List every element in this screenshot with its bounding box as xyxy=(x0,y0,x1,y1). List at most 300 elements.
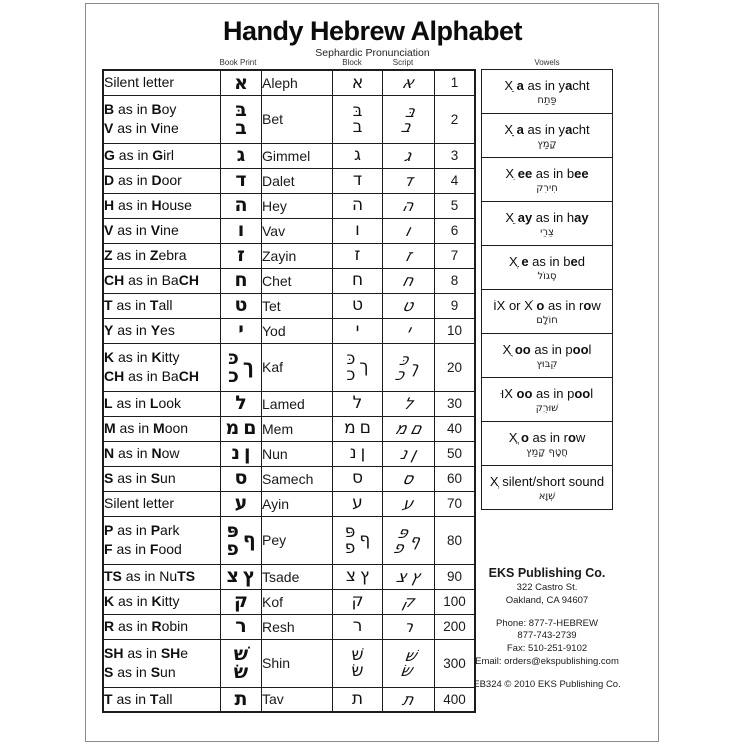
book-print-cell xyxy=(221,687,262,712)
hebrew-letter-group xyxy=(400,689,417,709)
numeric-value-cell: 50 xyxy=(435,441,476,466)
letter-name-cell: Hey xyxy=(262,193,333,218)
pronunciation-line: N as in Now xyxy=(104,445,180,462)
pronunciation-cell xyxy=(103,70,221,95)
hebrew-letter: נ xyxy=(231,442,241,465)
book-print-cell xyxy=(221,293,262,318)
hebrew-letter-group xyxy=(351,689,364,710)
hebrew-letter: ק xyxy=(234,590,248,613)
hebrew-letter-group xyxy=(402,145,415,165)
hebrew-letter: ע xyxy=(400,493,417,513)
hebrew-letter: צ xyxy=(226,565,239,588)
vowel-row xyxy=(482,378,612,422)
pronunciation-line: B as in Boy xyxy=(104,101,177,118)
pronunciation-cell xyxy=(103,95,221,143)
block-letter-cell xyxy=(333,70,383,95)
script-letter-cell xyxy=(383,589,435,614)
script-letter-cell xyxy=(383,143,435,168)
script-letter-cell xyxy=(383,516,435,564)
script-letter-cell xyxy=(383,391,435,416)
numeric-value-cell: 30 xyxy=(435,391,476,416)
column-header-block: Block xyxy=(342,58,362,67)
letter-row xyxy=(103,193,475,218)
vowel-pronunciation: וֹX or Xֹ o as in row xyxy=(493,297,601,313)
letter-name-cell: Lamed xyxy=(262,391,333,416)
hebrew-letter: ו xyxy=(403,220,414,240)
column-header-book-print: Book Print xyxy=(219,58,257,67)
pronunciation-line: K as in Kitty xyxy=(104,593,180,610)
hebrew-letter-group xyxy=(360,443,366,464)
pronunciation-cell xyxy=(103,639,221,687)
block-letter-cell xyxy=(333,687,383,712)
vowel-row xyxy=(482,202,612,246)
hebrew-letter-group xyxy=(351,591,364,612)
hebrew-letter: פ xyxy=(226,538,239,560)
column-header-script: Script xyxy=(392,58,414,67)
vowel-hebrew-name: פַּתַח xyxy=(537,94,557,106)
pronunciation-line: V as in Vine xyxy=(104,120,179,136)
hebrew-letter-group xyxy=(403,220,414,240)
hebrew-letter-group xyxy=(398,443,411,463)
script-letter-cell xyxy=(383,564,435,589)
letter-row xyxy=(103,466,475,491)
hebrew-letter: ץ xyxy=(242,565,256,588)
book-print-cell xyxy=(221,564,262,589)
hebrew-letter-group xyxy=(225,417,240,440)
hebrew-letter: ס xyxy=(351,468,364,489)
vowel-pronunciation: Xַ a as in yacht xyxy=(504,77,590,93)
letter-row xyxy=(103,343,475,391)
script-letter-cell xyxy=(383,466,435,491)
script-letter-cell xyxy=(383,243,435,268)
letter-row xyxy=(103,218,475,243)
letter-row xyxy=(103,516,475,564)
book-print-cell xyxy=(221,343,262,391)
hebrew-letter: כּ xyxy=(346,348,356,369)
vowel-hebrew-name: קָמַץ xyxy=(537,138,557,150)
hebrew-letter-group xyxy=(400,468,417,488)
hebrew-letter-group xyxy=(407,530,424,550)
pronunciation-cell xyxy=(103,416,221,441)
hebrew-letter: ג xyxy=(353,145,361,166)
numeric-value-cell: 300 xyxy=(435,639,476,687)
numeric-value-cell: 7 xyxy=(435,243,476,268)
vowel-hebrew-name: חִירִק xyxy=(536,182,558,194)
hebrew-letter: ס xyxy=(234,467,248,490)
hebrew-letter: ך xyxy=(242,355,254,378)
block-letter-cell xyxy=(333,218,383,243)
hebrew-letter-group xyxy=(352,100,363,137)
block-letter-cell xyxy=(333,614,383,639)
hebrew-letter: ח xyxy=(400,270,417,290)
hebrew-letter: ת xyxy=(234,688,248,711)
publisher-address-line: Oakland, CA 94607 xyxy=(505,594,589,606)
pronunciation-cell xyxy=(103,143,221,168)
block-letter-cell xyxy=(333,143,383,168)
hebrew-letter-group xyxy=(400,295,417,315)
pronunciation-cell xyxy=(103,343,221,391)
hebrew-letter: כּ xyxy=(228,346,239,369)
letter-row xyxy=(103,639,475,687)
hebrew-letter-group xyxy=(400,493,417,513)
book-print-cell xyxy=(221,193,262,218)
publisher-fax-line: Fax: 510-251-9102 xyxy=(506,643,588,655)
block-letter-cell xyxy=(333,516,383,564)
hebrew-letter: ס xyxy=(400,468,417,488)
letter-name-cell: Tav xyxy=(262,687,333,712)
block-letter-cell xyxy=(333,293,383,318)
script-letter-cell xyxy=(383,168,435,193)
pronunciation-cell xyxy=(103,441,221,466)
hebrew-letter-group xyxy=(400,73,417,93)
hebrew-letter-group xyxy=(359,566,370,587)
hebrew-letter: י xyxy=(238,319,244,342)
hebrew-letter: ר xyxy=(352,616,363,637)
block-letter-cell xyxy=(333,168,383,193)
hebrew-letter: ץ xyxy=(408,566,423,586)
letter-name-cell: Aleph xyxy=(262,70,333,95)
vowel-hebrew-name: שׁוּרֻק xyxy=(535,402,559,414)
hebrew-letter: א xyxy=(234,71,248,94)
hebrew-letter: פּ xyxy=(226,519,239,542)
script-letter-cell xyxy=(383,95,435,143)
vowel-row xyxy=(482,158,612,202)
hebrew-letter-group xyxy=(352,170,363,191)
hebrew-letter: ה xyxy=(351,195,364,216)
block-letter-cell xyxy=(333,193,383,218)
numeric-value-cell: 400 xyxy=(435,687,476,712)
letter-name-cell: Kof xyxy=(262,589,333,614)
hebrew-letter: ל xyxy=(401,393,416,413)
pronunciation-line: Silent letter xyxy=(104,74,175,91)
hebrew-letter: שׁ xyxy=(402,645,420,665)
hebrew-letter: שׁ xyxy=(351,644,364,665)
hebrew-letter-group xyxy=(234,194,248,217)
hebrew-letter-group xyxy=(400,195,417,215)
pronunciation-line: Silent letter xyxy=(104,495,175,512)
letter-name-cell: Mem xyxy=(262,416,333,441)
hebrew-letter: ט xyxy=(234,294,248,317)
hebrew-letter: ב xyxy=(399,117,414,136)
vowel-row xyxy=(482,246,612,290)
hebrew-letter: צ xyxy=(394,566,410,586)
hebrew-letter-group xyxy=(236,144,246,167)
letter-row xyxy=(103,143,475,168)
numeric-value-cell: 9 xyxy=(435,293,476,318)
hebrew-letter-group xyxy=(399,101,418,136)
hebrew-letter: מ xyxy=(344,418,356,439)
hebrew-letter: ה xyxy=(400,195,417,215)
hebrew-letter-group xyxy=(242,565,256,588)
script-letter-cell xyxy=(383,491,435,516)
pronunciation-line: D as in Door xyxy=(104,172,182,189)
letter-row xyxy=(103,589,475,614)
publisher-name: EKS Publishing Co. xyxy=(488,566,606,580)
block-letter-cell xyxy=(333,491,383,516)
hebrew-letter: שׂ xyxy=(233,661,249,683)
letter-row xyxy=(103,416,475,441)
hebrew-letter: ח xyxy=(351,270,364,291)
vowel-row xyxy=(482,334,612,378)
letter-row xyxy=(103,441,475,466)
pronunciation-cell xyxy=(103,218,221,243)
block-letter-cell xyxy=(333,466,383,491)
numeric-value-cell: 20 xyxy=(435,343,476,391)
hebrew-letter: פ xyxy=(391,538,407,557)
hebrew-letter: ם xyxy=(359,418,371,439)
numeric-value-cell: 70 xyxy=(435,491,476,516)
hebrew-letter: ף xyxy=(359,529,371,550)
hebrew-letter: בּ xyxy=(235,98,247,121)
block-letter-cell xyxy=(333,391,383,416)
hebrew-letter: ל xyxy=(235,392,247,415)
hebrew-letter: ך xyxy=(359,356,369,377)
letter-row xyxy=(103,268,475,293)
block-letter-cell xyxy=(333,243,383,268)
vowel-row xyxy=(482,114,612,158)
hebrew-letter-group xyxy=(403,245,414,265)
hebrew-letter: ם xyxy=(243,417,257,440)
hebrew-letter: ג xyxy=(236,144,246,167)
pronunciation-cell xyxy=(103,168,221,193)
letter-name-cell: Tet xyxy=(262,293,333,318)
script-letter-cell xyxy=(383,218,435,243)
hebrew-letter-group xyxy=(234,467,248,490)
hebrew-letter: ט xyxy=(400,295,417,315)
block-letter-cell xyxy=(333,639,383,687)
book-print-cell xyxy=(221,143,262,168)
pronunciation-cell xyxy=(103,391,221,416)
numeric-value-cell: 4 xyxy=(435,168,476,193)
hebrew-letter: י xyxy=(355,320,360,341)
letter-name-cell: Chet xyxy=(262,268,333,293)
hebrew-letter: ר xyxy=(401,616,416,636)
pronunciation-line: T as in Tall xyxy=(104,690,173,707)
hebrew-letter-group xyxy=(351,468,364,489)
hebrew-letter: א xyxy=(400,73,417,93)
book-print-cell xyxy=(221,70,262,95)
vowel-pronunciation: Xֵ ay as in hay xyxy=(505,209,589,225)
book-print-cell xyxy=(221,391,262,416)
block-letter-cell xyxy=(333,318,383,343)
hebrew-letter-group xyxy=(401,616,416,636)
numeric-value-cell: 60 xyxy=(435,466,476,491)
block-letter-cell xyxy=(333,564,383,589)
hebrew-letter-group xyxy=(398,645,420,680)
hebrew-letter-group xyxy=(234,590,248,613)
spacer xyxy=(452,608,642,618)
hebrew-letter: כ xyxy=(228,365,239,387)
hebrew-letter: ן xyxy=(360,443,366,464)
letter-row xyxy=(103,168,475,193)
hebrew-letter: ד xyxy=(401,170,416,190)
hebrew-letter-group xyxy=(235,615,247,638)
hebrew-letter: ז xyxy=(354,245,361,266)
pronunciation-cell xyxy=(103,466,221,491)
numeric-value-cell: 3 xyxy=(435,143,476,168)
letter-name-cell: Ayin xyxy=(262,491,333,516)
pronunciation-cell xyxy=(103,318,221,343)
letter-row xyxy=(103,293,475,318)
hebrew-letter-group xyxy=(352,493,363,514)
letter-row xyxy=(103,318,475,343)
vowel-hebrew-name: קִבּוּץ xyxy=(536,358,558,370)
hebrew-letter: ר xyxy=(235,615,247,638)
hebrew-letter-group xyxy=(349,443,357,464)
script-letter-cell xyxy=(383,70,435,95)
script-letter-cell xyxy=(383,318,435,343)
vowel-pronunciation: Xִ ee as in bee xyxy=(505,165,589,181)
hebrew-letter-group xyxy=(231,442,241,465)
hebrew-letter-group xyxy=(408,443,419,463)
hebrew-letter-group xyxy=(352,616,363,637)
numeric-value-cell: 100 xyxy=(435,589,476,614)
script-letter-cell xyxy=(383,193,435,218)
hebrew-letter-group xyxy=(351,644,364,681)
hebrew-letter: ו xyxy=(237,219,245,242)
hebrew-letter-group xyxy=(394,566,410,586)
hebrew-letter: ן xyxy=(408,443,419,463)
letter-row xyxy=(103,95,475,143)
letter-row xyxy=(103,243,475,268)
hebrew-letter: ז xyxy=(237,244,245,267)
letter-name-cell: Samech xyxy=(262,466,333,491)
pronunciation-line: Z as in Zebra xyxy=(104,247,187,264)
hebrew-letter-group xyxy=(404,320,413,340)
hebrew-letter: א xyxy=(351,72,364,93)
hebrew-letter: ה xyxy=(234,194,248,217)
hebrew-letter: ל xyxy=(352,393,363,414)
pronunciation-cell xyxy=(103,564,221,589)
vowels-table xyxy=(481,69,613,510)
letter-row xyxy=(103,687,475,712)
pronunciation-line: H as in House xyxy=(104,197,192,214)
hebrew-letter-group xyxy=(226,519,239,560)
hebrew-letter: נ xyxy=(398,443,411,463)
book-print-cell xyxy=(221,639,262,687)
hebrew-letter: ח xyxy=(234,269,248,292)
book-print-cell xyxy=(221,218,262,243)
book-print-cell xyxy=(221,614,262,639)
numeric-value-cell: 6 xyxy=(435,218,476,243)
hebrew-letter-group xyxy=(235,392,247,415)
hebrew-letter: ת xyxy=(351,689,364,710)
vowel-row xyxy=(482,290,612,334)
hebrew-letter-group xyxy=(234,492,248,515)
hebrew-letter-group xyxy=(351,195,364,216)
hebrew-letter: ז xyxy=(403,245,414,265)
hebrew-letter-group xyxy=(407,357,422,377)
hebrew-letter-group xyxy=(401,393,416,413)
letter-name-cell: Nun xyxy=(262,441,333,466)
letter-row xyxy=(103,391,475,416)
vowel-pronunciation: Xֻ oo as in pool xyxy=(502,341,592,357)
script-letter-cell xyxy=(383,343,435,391)
block-letter-cell xyxy=(333,441,383,466)
hebrew-letter: ך xyxy=(407,357,422,377)
hebrew-letter-group xyxy=(352,393,363,414)
hebrew-letter-group xyxy=(238,319,244,342)
hebrew-letter-group xyxy=(400,591,417,611)
hebrew-letter-group xyxy=(235,169,247,192)
book-print-cell xyxy=(221,95,262,143)
hebrew-letter-group xyxy=(237,244,245,267)
hebrew-letter: ק xyxy=(351,591,364,612)
numeric-value-cell: 90 xyxy=(435,564,476,589)
hebrew-letter-group xyxy=(355,220,360,241)
numeric-value-cell: 80 xyxy=(435,516,476,564)
letter-name-cell: Zayin xyxy=(262,243,333,268)
hebrew-letter-group xyxy=(344,418,356,439)
pronunciation-line: K as in Kitty xyxy=(104,349,180,366)
vowel-pronunciation: וּX oo as in pool xyxy=(500,385,594,401)
hebrew-letter: פּ xyxy=(344,521,356,542)
book-print-cell xyxy=(221,268,262,293)
hebrew-letter-group xyxy=(355,320,360,341)
pronunciation-line: Y as in Yes xyxy=(104,322,175,339)
book-print-cell xyxy=(221,243,262,268)
vowel-row xyxy=(482,70,612,114)
hebrew-letter-group xyxy=(351,72,364,93)
script-letter-cell xyxy=(383,268,435,293)
pronunciation-cell xyxy=(103,268,221,293)
pronunciation-cell xyxy=(103,243,221,268)
pronunciation-cell xyxy=(103,516,221,564)
letter-name-cell: Vav xyxy=(262,218,333,243)
letter-name-cell: Shin xyxy=(262,639,333,687)
pronunciation-cell xyxy=(103,589,221,614)
column-header-vowels: Vowels xyxy=(534,58,560,67)
hebrew-letter-group xyxy=(235,98,247,139)
hebrew-letter-group xyxy=(237,219,245,242)
hebrew-letter-group xyxy=(228,346,239,387)
letter-name-cell: Resh xyxy=(262,614,333,639)
book-print-cell xyxy=(221,516,262,564)
script-letter-cell xyxy=(383,293,435,318)
pronunciation-line: SH as in SHe xyxy=(104,645,189,662)
vowel-row xyxy=(482,422,612,466)
hebrew-letter-group xyxy=(359,356,369,377)
pronunciation-line: T as in Tall xyxy=(104,297,173,314)
hebrew-letter: שׂ xyxy=(351,661,364,681)
catalog-copyright-line: EB324 © 2010 EKS Publishing Co. xyxy=(473,678,621,690)
pronunciation-line: F as in Food xyxy=(104,541,182,557)
letter-name-cell: Yod xyxy=(262,318,333,343)
hebrew-letter-group xyxy=(242,355,254,378)
letter-row xyxy=(103,70,475,95)
script-letter-cell xyxy=(383,687,435,712)
pronunciation-line: S as in Sun xyxy=(104,470,176,487)
pronunciation-line: V as in Vine xyxy=(104,222,179,239)
block-letter-cell xyxy=(333,95,383,143)
pronunciation-line: CH as in BaCH xyxy=(104,272,199,289)
hebrew-letter-group xyxy=(226,565,239,588)
hebrew-letter: ף xyxy=(242,528,256,551)
hebrew-letter-group xyxy=(233,642,249,683)
letter-name-cell: Pey xyxy=(262,516,333,564)
script-letter-cell xyxy=(383,416,435,441)
numeric-value-cell: 200 xyxy=(435,614,476,639)
hebrew-letter-group xyxy=(346,348,356,385)
pronunciation-line: TS as in NuTS xyxy=(104,568,196,585)
hebrew-letter: כ xyxy=(346,365,356,385)
hebrew-letter-group xyxy=(242,528,256,551)
hebrew-letter-group xyxy=(393,349,412,384)
block-letter-cell xyxy=(333,343,383,391)
hebrew-letter: ע xyxy=(352,493,363,514)
publisher-address-line: 322 Castro St. xyxy=(516,582,578,593)
vowel-hebrew-name: חֲטָף קָמַץ xyxy=(526,446,568,458)
